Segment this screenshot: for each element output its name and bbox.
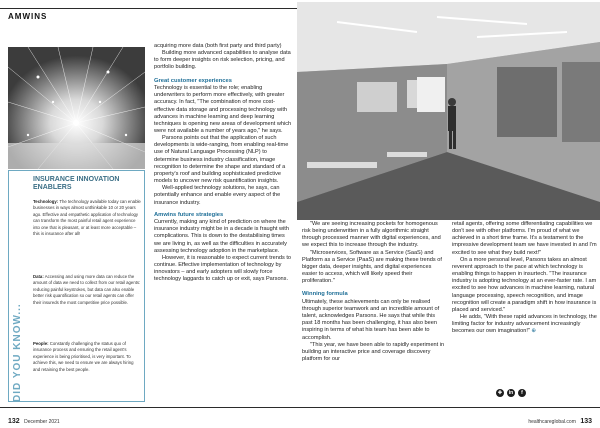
brand-name: AMWINS [8,12,48,21]
page-number-right: 133 [580,418,592,425]
body-paragraph: Parsons points out that the application of such developments is wide-ranging, from enabling real-time use of Natural Language Processing (NLP) to determine business industry classification, image recognition to determine the shape and standard of a property's roof and building sophisticated predictive models to uncover new risk quantification insights. [154,135,289,185]
article-column-3 [452,221,597,336]
sidebar-paragraph [33,199,141,237]
sidebar-lead: People: [33,341,49,346]
body-paragraph: However, it is reasonable to expect current trends to continue. Effective implementation of technology by innovators – and early adopters will slowly force technology laggards to catch up or exit, says Parsons. [154,254,292,283]
sidebar-text: The technology available today can enable businesses in ways almost unthinkable 10 or 20 years ago. Effective and empathetic application of technology can transform the most painful retail agent experience into one that is pleasant, or at least more acceptable – this is insurance after all! [33,199,141,237]
sidebar-text: Accessing and using more data can reduce the amount of data we need to collect from our retail agents: reducing painful keystrokes, but data can also enable better risk quantification so our retail agents can offer their insureds the most competitive price possible. [33,274,141,305]
social-links [496,384,529,402]
sidebar-title: INSURANCE INNOVATION ENABLERS [33,176,120,191]
body-paragraph: "We are seeing increasing pockets for homogenous risk being underwritten in a fully algorithmic straight through processed manner with digital experiences, and we expect this to increase through the industry. [302,221,441,249]
issue-date: December 2021 [24,419,60,425]
facebook-icon[interactable]: f [518,389,526,397]
sidebar-text: Constantly challenging the status quo of insurance process and ensuring the retail agent's experience is being prioritised, is very important. To achieve this, we need to ensure we are always hiring and retaining the best people. [33,341,134,372]
share-icon[interactable]: ✚ [497,389,503,396]
footer-right [528,410,592,428]
article-column-1 [154,43,292,284]
body-paragraph: acquiring more data (both first party and third party) [154,43,282,49]
sidebar-lead: Technology: [33,199,59,204]
body-paragraph: "Microservices, Software as a Service (SaaS) and Platform as a Service (PaaS) are making these trends of bigger data, deeper insights, and digital experiences easier to access, which will likely speed their proliferation." [302,249,442,285]
body-paragraph: Well-applied technology solutions, he says, can potentially enhance and enable every aspect of the insurance industry. [154,185,281,206]
section-heading: Winning formula [302,291,348,298]
sidebar-vertical-label: DID YOU KNOW... [12,303,23,402]
page-number-left: 132 [8,418,20,425]
body-paragraph: retail agents, offering some differentiating capabilities we don't see with other platforms. I'm proud of what we achieved in a short time frame. It's a testament to the impressive development team we have invested in and I'm excited to see what they build next!" [452,221,597,256]
footer-left [8,410,60,428]
site-url[interactable]: healthcareglobal.com [528,419,576,425]
network-illustration [8,47,145,169]
section-heading: Great customer experiences [154,77,232,84]
sidebar-lead: Data: [33,274,44,279]
body-paragraph: Ultimately, these achievements can only be realised through superior teamwork and an incredible amount of talent, acknowledges Parsons. He says that while this past 18 months has been challenging, it has also been inspiring in terms of what his team has been able to accomplish. [302,298,440,341]
body-paragraph: "This year, we have been able to rapidly experiment in building an interactive price and coverage discovery platform for our [302,341,445,363]
section-heading: Amwins future strategies [154,211,224,218]
linkedin-icon[interactable]: in [508,389,514,396]
body-paragraph: Currently, making any kind of prediction on where the insurance industry might be in a decade is fraught with complications. This is down to the destabilising times we are living in, as well as the difficulties in accurately assessing technology adoption in the marketplace. [154,219,289,254]
closing-quote: He adds, "With these rapid advances in technology, the limiting factor for industry advancement increasingly becomes our own imagination!" [452,314,597,335]
article-column-2 [302,221,445,363]
sidebar-paragraph [33,274,141,306]
end-mark-icon: ⊕ [531,328,537,335]
body-paragraph: On a more personal level, Parsons takes an almost reverent approach to the pace at which technology is enabling things to happen in insurtech. "The insurance industry is adopting technology at an ever-faster rate. I am excited to see how advances in machine learning, natural language processing, speech recognition, and image recognition will create a paradigm shift in how insurance is placed and serviced." [452,256,597,313]
body-paragraph: Building more advanced capabilities to analyse data to form deeper insights on risk selection, pricing, and portfolio building. [154,50,291,71]
footer-rule [0,407,600,408]
sidebar-paragraph [33,341,141,373]
body-paragraph [452,314,597,335]
body-paragraph: Technology is essential to the role; enabling underwriters to perform more effectively, with greater accuracy. In fact, "The combination of more cost-effective data storage and processing technology with advances in machine learning and deep learning techniques is opening new areas of development which were not available a number of years ago," he says. [154,85,292,134]
office-photo [297,2,600,220]
